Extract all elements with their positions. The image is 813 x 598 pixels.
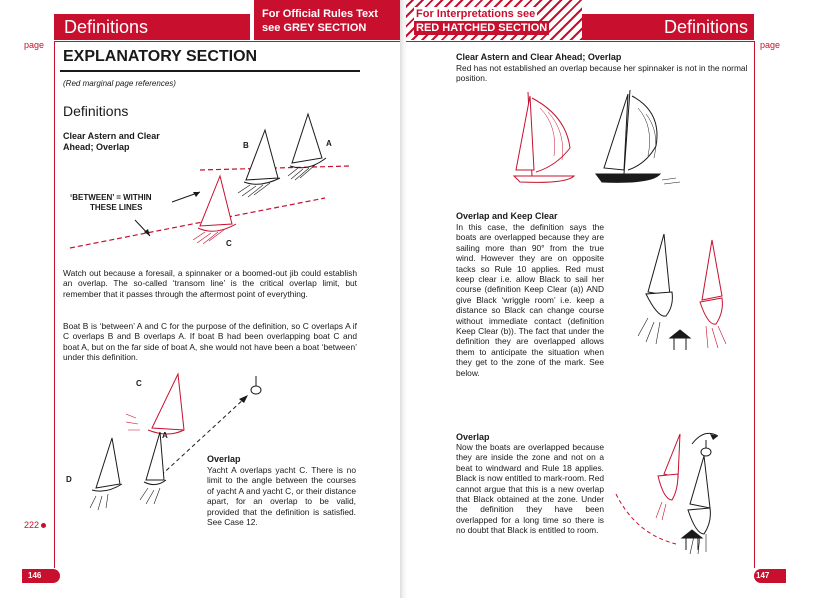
grey-section-note	[254, 0, 400, 40]
red-boat-zone	[656, 434, 680, 520]
section-title: EXPLANATORY SECTION	[63, 48, 258, 65]
left-page-label: page	[24, 40, 45, 50]
red-boat-starboard	[700, 240, 726, 348]
left-header-title: Definitions	[64, 17, 149, 37]
diagram2-label-a: A	[162, 431, 168, 440]
hatched-note-line2: RED HATCHED SECTION	[416, 22, 548, 34]
boat-a	[288, 114, 326, 180]
left-margin-rule	[54, 41, 55, 568]
sec3-heading: Overlap	[456, 432, 490, 442]
boat-c	[193, 176, 236, 244]
subheading-line1: Clear Astern and Clear	[63, 131, 160, 141]
red-hatched-note	[406, 0, 582, 40]
sec2-text: In this case, the definition says the boats are overlapped because they are sailing more than 90° from the true wind. However they are on opposite tacks so Rule 10 applies. Red must keep clear i.e. allow Black to sail her course (definition Keep Clear (a)) AND give Black ‘wriggle room’ i.e. keep a distance so Black can change course without immediate contact (definition Keep Clear (b)). The fact that under the definition they are overlapped allows them to anticipate the situation when they get to the zone of the mark. See below.	[456, 222, 604, 378]
margin-page-ref-number: 222	[24, 520, 40, 530]
between-line1: ‘BETWEEN’ = WITHIN	[70, 193, 152, 202]
right-margin-rule	[754, 41, 755, 568]
right-header-title: Definitions	[664, 17, 749, 37]
diagram1-label-c: C	[226, 239, 232, 248]
marginal-note: (Red marginal page references)	[63, 79, 176, 88]
section-title-underline	[60, 70, 360, 72]
grey-note-line1: For Official Rules Text	[262, 8, 378, 20]
subheading-line2: Ahead; Overlap	[63, 142, 130, 152]
spinnaker-diagram	[506, 86, 706, 190]
sec2-heading: Overlap and Keep Clear	[456, 211, 558, 221]
wind-arrow-1	[670, 330, 690, 350]
sec1-heading: Clear Astern and Clear Ahead; Overlap	[456, 52, 622, 62]
hatched-note-line1: For Interpretations see	[416, 8, 536, 20]
boat-c-red	[126, 374, 184, 434]
red-boat-spinnaker	[514, 92, 574, 182]
definitions-heading: Definitions	[63, 103, 129, 119]
right-page	[406, 0, 813, 598]
diagram1-label-b: B	[243, 141, 249, 150]
mark-buoy-right	[701, 448, 711, 456]
overlap-paragraph: Yacht A overlaps yacht C. There is no limit to the angle between the courses of yacht A and yacht C, or their distance apart, for an overlap to be valid, provided that the definition is satisfied. See Case 12.	[207, 465, 356, 528]
paragraph-transom: Watch out because a foresail, a spinnaker or a boomed-out jib could establish an overlap. The so-called ‘transom line’ is the critical overlap limit, but remember that it passes through the aftermost point of everything.	[63, 268, 357, 299]
black-boat-spinnaker	[596, 90, 680, 184]
boat-d-black	[90, 438, 122, 510]
margin-page-ref	[24, 520, 46, 530]
opposite-tacks-diagram	[618, 226, 748, 366]
transom-line-diagram	[60, 108, 360, 258]
right-page-number: 147	[754, 569, 786, 583]
boat-a-black	[140, 432, 166, 504]
black-boat-zone	[688, 456, 710, 554]
diagram2-label-d: D	[66, 475, 72, 484]
overlap-heading: Overlap	[207, 454, 241, 464]
paragraph-between: Boat B is ‘between’ A and C for the purpose of the definition, so C overlaps A if C overlaps B and B overlaps A. If boat B had been overlapping boat C and boat A, but on the far side of boat A, she would not have been a boat ‘between’ under this definition.	[63, 321, 357, 363]
sec1-text: Red has not established an overlap because her spinnaker is not in the normal position.	[456, 63, 748, 84]
diagram2-label-c: C	[136, 379, 142, 388]
between-line2: THESE LINES	[90, 203, 143, 212]
mark-buoy	[251, 386, 261, 394]
left-page-number: 146	[22, 569, 60, 583]
grey-note-line2: see GREY SECTION	[262, 22, 367, 34]
left-page	[0, 0, 404, 598]
left-header-rule	[54, 41, 400, 42]
zone-arc	[616, 494, 676, 544]
sec3-text: Now the boats are overlapped because they are inside the zone and not on a beat to windward and Rule 18 applies. Black is now entitled to mark-room. Red cannot argue that this is a new overlap that Black obtained at the zone. Under the definition they have been overlapped for a long time so there is no doubt that Black is entitled to room.	[456, 442, 605, 536]
right-header-rule	[406, 41, 754, 42]
right-page-label: page	[760, 40, 781, 50]
diagram1-label-a: A	[326, 139, 332, 148]
zone-mark-diagram	[606, 424, 752, 564]
black-boat-port	[638, 234, 672, 344]
